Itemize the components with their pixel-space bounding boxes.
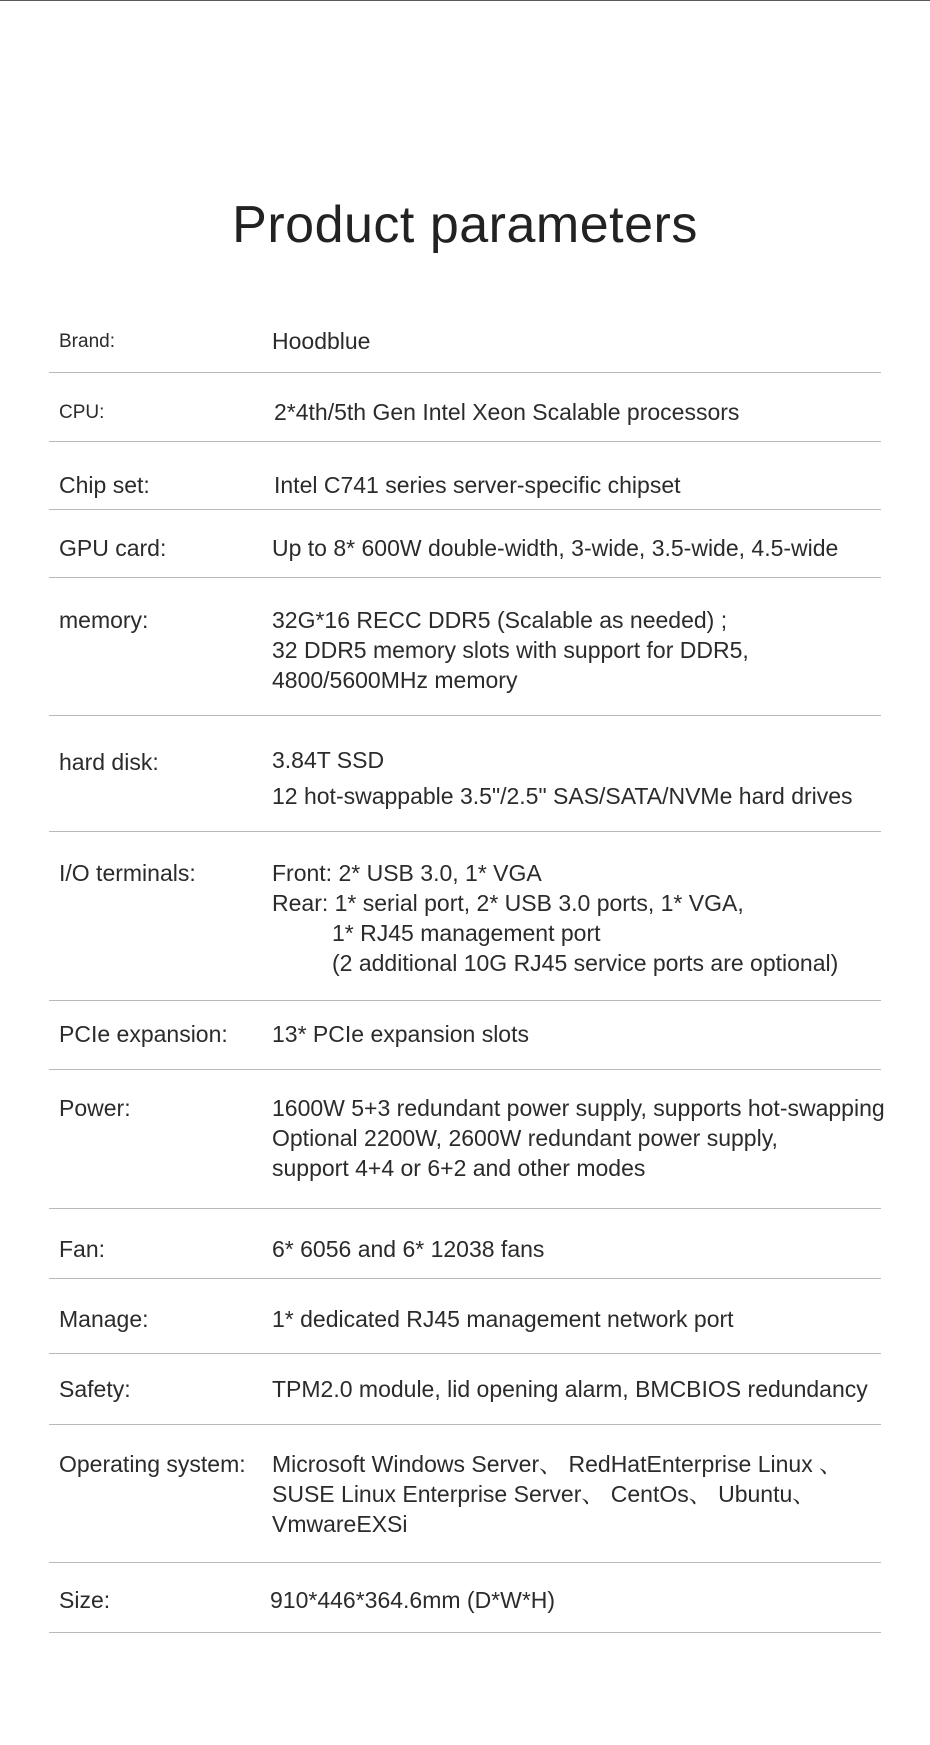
value-hard-disk	[272, 742, 853, 814]
value-manage	[272, 1304, 734, 1334]
row-divider	[49, 1632, 881, 1633]
value-fan	[272, 1234, 544, 1264]
row-divider	[49, 831, 881, 832]
label-io-terminals: I/O terminals:	[59, 860, 196, 886]
value-line: (2 additional 10G RJ45 service ports are optional)	[332, 950, 839, 976]
value-line: 13* PCIe expansion slots	[272, 1021, 529, 1047]
top-border	[0, 0, 930, 1]
label-manage: Manage:	[59, 1306, 149, 1332]
label-size: Size:	[59, 1587, 111, 1613]
value-line: 1* RJ45 management port	[332, 920, 601, 946]
value-operating-system	[272, 1449, 842, 1539]
value-io-terminals	[272, 858, 838, 978]
value-line: 6* 6056 and 6* 12038 fans	[272, 1236, 545, 1262]
row-divider	[49, 1424, 881, 1425]
value-line: 32 DDR5 memory slots with support for DDR5,	[272, 637, 749, 663]
value-line: Intel C741 series server-specific chipset	[274, 472, 681, 498]
value-line: Rear: 1* serial port, 2* USB 3.0 ports, 1* VGA,	[272, 890, 744, 916]
label-memory: memory:	[59, 607, 149, 633]
row-divider	[49, 1069, 881, 1070]
value-line: 3.84T SSD	[272, 747, 385, 773]
label-gpu-card: GPU card:	[59, 535, 167, 561]
row-divider	[49, 1353, 881, 1354]
value-line: support 4+4 or 6+2 and other modes	[272, 1155, 646, 1181]
value-line: VmwareEXSi	[272, 1511, 408, 1537]
row-divider	[49, 1278, 881, 1279]
row-divider	[49, 577, 881, 578]
value-memory	[272, 605, 749, 695]
value-line: Up to 8* 600W double-width, 3-wide, 3.5-wide, 4.5-wide	[272, 535, 839, 561]
label-safety: Safety:	[59, 1376, 131, 1402]
label-cpu: CPU:	[59, 402, 105, 423]
value-safety	[272, 1374, 868, 1404]
value-brand	[272, 326, 370, 356]
label-fan: Fan:	[59, 1236, 106, 1262]
value-line: 2*4th/5th Gen Intel Xeon Scalable processors	[274, 399, 740, 425]
row-divider	[49, 372, 881, 373]
label-operating-system: Operating system:	[59, 1451, 246, 1477]
row-divider	[49, 441, 881, 442]
value-line: Microsoft Windows Server、 RedHatEnterprise Linux 、	[272, 1451, 843, 1477]
page-title: Product parameters	[232, 195, 698, 254]
value-line: Hoodblue	[272, 328, 371, 354]
value-gpu-card	[272, 533, 838, 563]
row-divider	[49, 1562, 881, 1563]
value-line: SUSE Linux Enterprise Server、 CentOs、 Ubuntu、	[272, 1481, 816, 1507]
row-divider	[49, 509, 881, 510]
row-divider	[49, 715, 881, 716]
value-line: 910*446*364.6mm (D*W*H)	[270, 1587, 556, 1613]
label-power: Power:	[59, 1095, 131, 1121]
value-line: 1600W 5+3 redundant power supply, supports hot-swapping	[272, 1095, 885, 1121]
value-line: Front: 2* USB 3.0, 1* VGA	[272, 860, 542, 886]
value-line: 12 hot-swappable 3.5"/2.5" SAS/SATA/NVMe hard drives	[272, 783, 853, 809]
value-line: 32G*16 RECC DDR5 (Scalable as needed) ;	[272, 607, 728, 633]
value-size	[270, 1585, 555, 1615]
value-line: 1* dedicated RJ45 management network port	[272, 1306, 734, 1332]
label-hard-disk: hard disk:	[59, 749, 159, 775]
row-divider	[49, 1208, 881, 1209]
value-line: Optional 2200W, 2600W redundant power supply,	[272, 1125, 778, 1151]
label-chipset: Chip set:	[59, 472, 150, 498]
row-divider	[49, 1000, 881, 1001]
value-cpu	[274, 397, 739, 427]
value-power	[272, 1093, 885, 1183]
value-line: TPM2.0 module, lid opening alarm, BMCBIOS redundancy	[272, 1376, 868, 1402]
value-chipset	[274, 470, 681, 500]
value-pcie-expansion	[272, 1019, 529, 1049]
value-line: 4800/5600MHz memory	[272, 667, 518, 693]
label-pcie-expansion: PCIe expansion:	[59, 1021, 228, 1047]
label-brand: Brand:	[59, 331, 115, 352]
